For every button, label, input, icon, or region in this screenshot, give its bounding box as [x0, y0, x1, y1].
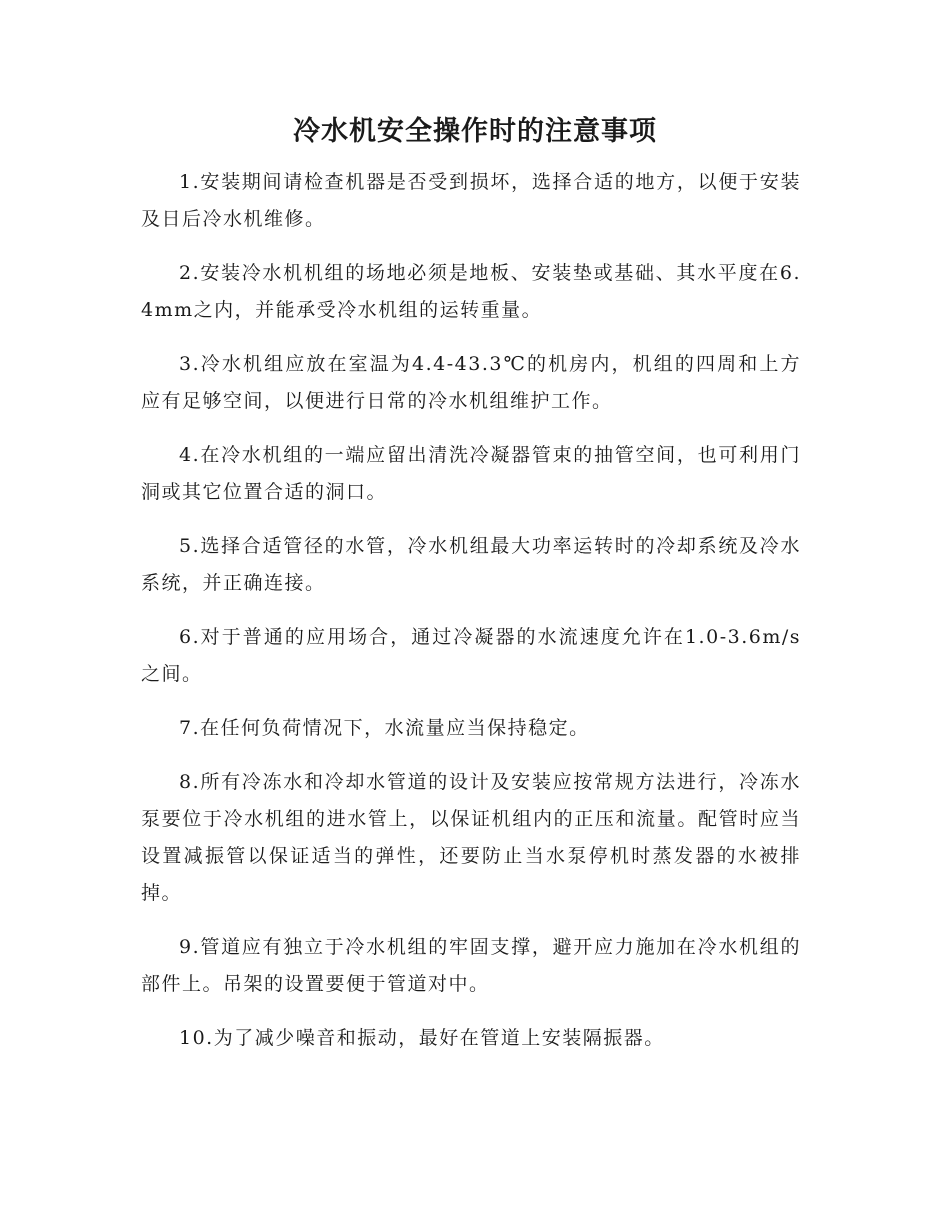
paragraph-9: 9.管道应有独立于冷水机组的牢固支撑，避开应力施加在冷水机组的部件上。吊架的设置要便于管道对中。 [141, 936, 801, 995]
paragraph-2: 2.安装冷水机机组的场地必须是地板、安装垫或基础、其水平度在6.4mm之内，并能承受冷水机组的运转重量。 [141, 262, 801, 321]
paragraph-7: 7.在任何负荷情况下，水流量应当保持稳定。 [179, 717, 590, 739]
paragraph-10: 10.为了减少噪音和振动，最好在管道上安装隔振器。 [179, 1027, 665, 1049]
paragraph-3: 3.冷水机组应放在室温为4.4-43.3℃的机房内，机组的四周和上方应有足够空间，以便进行日常的冷水机组维护工作。 [141, 353, 801, 412]
document-title: 冷水机安全操作时的注意事项 [293, 116, 657, 147]
paragraph-6: 6.对于普通的应用场合，通过冷凝器的水流速度允许在1.0-3.6m/s之间。 [141, 626, 801, 685]
paragraph-4: 4.在冷水机组的一端应留出清洗冷凝器管束的抽管空间，也可利用门洞或其它位置合适的洞口。 [141, 444, 801, 503]
paragraph-8: 8.所有冷冻水和冷却水管道的设计及安装应按常规方法进行，冷冻水泵要位于冷水机组的进水管上，以保证机组内的正压和流量。配管时应当设置减振管以保证适当的弹性，还要防止当水泵停机时蒸发器的水被排掉。 [141, 771, 801, 904]
document-body [141, 164, 801, 1074]
paragraph-1: 1.安装期间请检查机器是否受到损坏，选择合适的地方，以便于安装及日后冷水机维修。 [141, 171, 801, 230]
paragraph-5: 5.选择合适管径的水管，冷水机组最大功率运转时的冷却系统及冷水系统，并正确连接。 [141, 535, 801, 594]
